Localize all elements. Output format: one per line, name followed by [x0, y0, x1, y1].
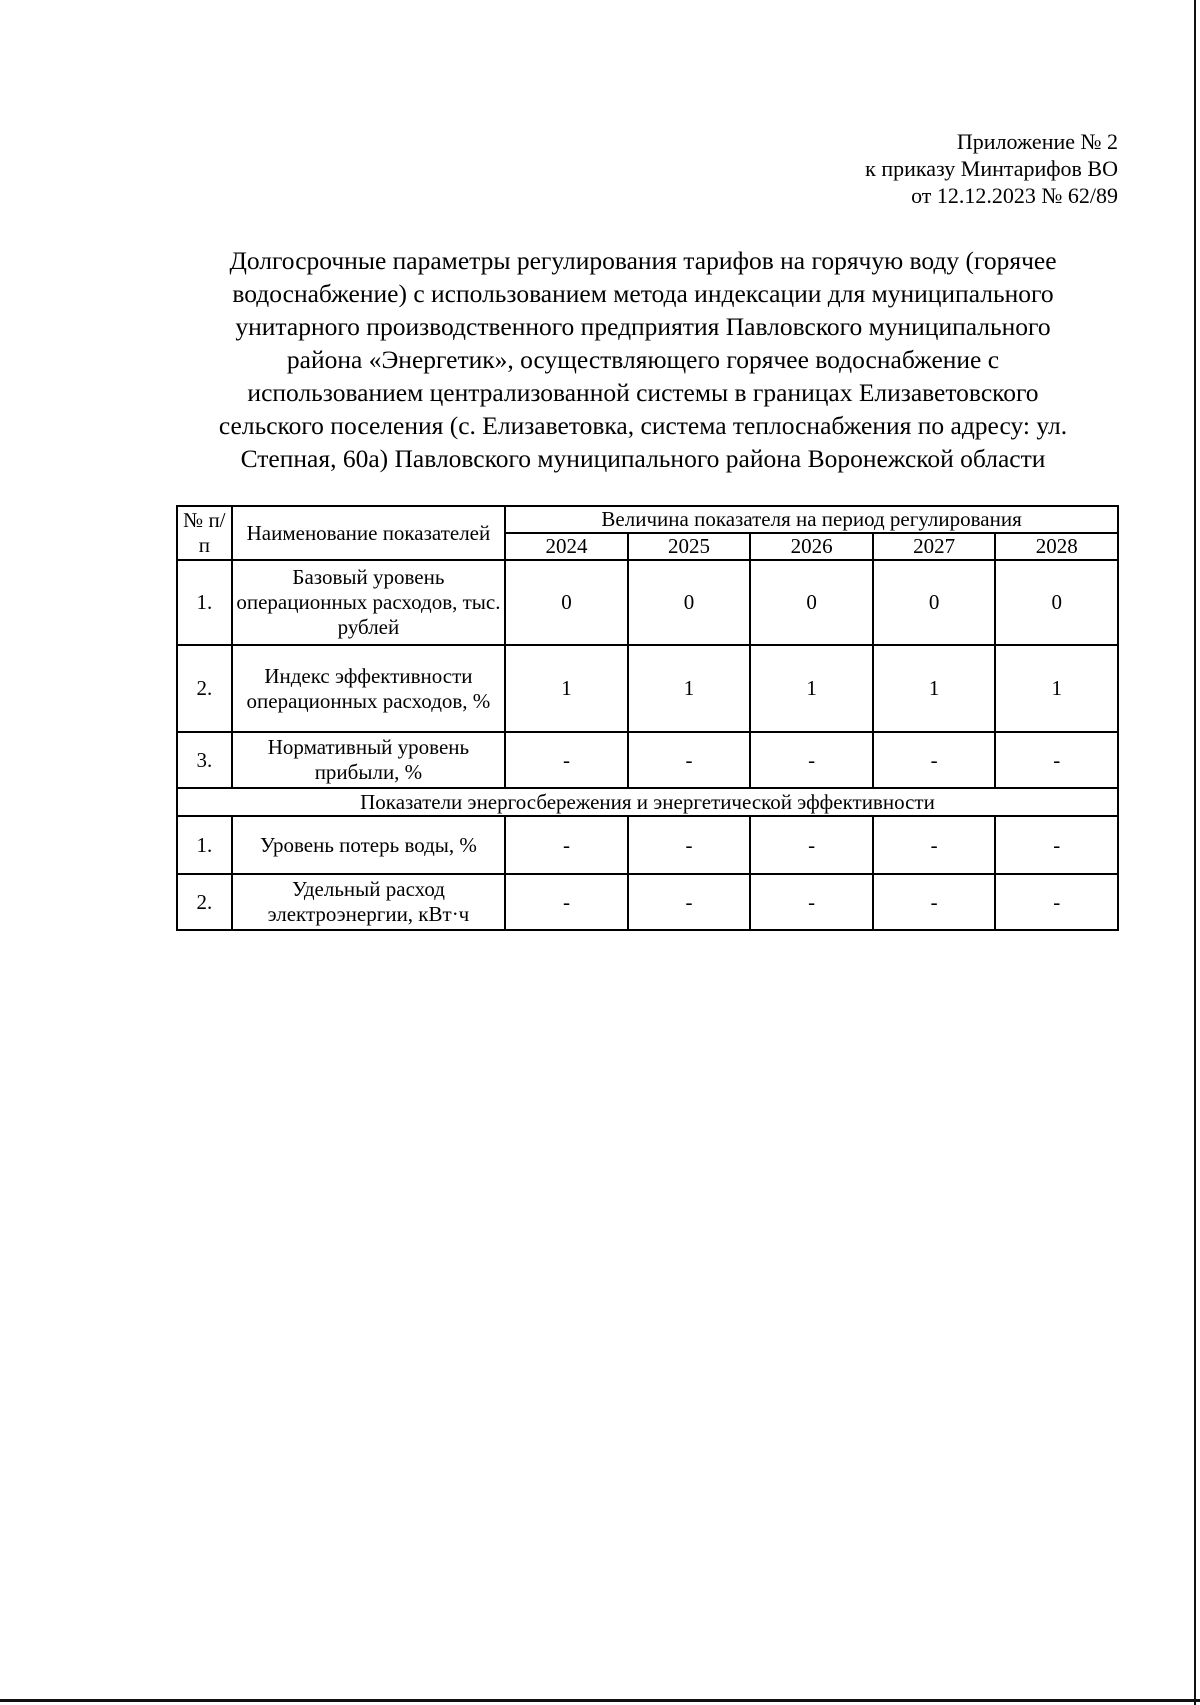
row-value: 1	[995, 645, 1118, 732]
table-row	[177, 874, 1118, 930]
row-value: -	[750, 816, 873, 874]
row-name: Удельный расход электроэнергии, кВт·ч	[232, 874, 505, 930]
section-header-row	[177, 788, 1118, 816]
row-value: -	[995, 874, 1118, 930]
year-header: 2026	[750, 533, 873, 560]
column-group-header: Величина показателя на период регулирования	[505, 506, 1118, 533]
title-line: унитарного производственного предприятия Павловского муниципального	[235, 312, 1051, 341]
scan-border-right	[1194, 0, 1196, 1705]
order-date-number: от 12.12.2023 № 62/89	[911, 183, 1118, 208]
row-value: 0	[995, 560, 1118, 645]
row-value: -	[628, 732, 751, 788]
row-number: 2.	[177, 645, 232, 732]
row-value: -	[873, 732, 996, 788]
row-value: -	[995, 816, 1118, 874]
row-value: 1	[750, 645, 873, 732]
title-line: водоснабжение) с использованием метода индексации для муниципального	[232, 279, 1054, 308]
title-line: Долгосрочные параметры регулирования тарифов на горячую воду (горячее	[229, 246, 1057, 275]
table-row	[177, 560, 1118, 645]
row-value: 0	[628, 560, 751, 645]
document-header	[865, 128, 1118, 209]
section-title: Показатели энергосбережения и энергетической эффективности	[177, 788, 1118, 816]
document-title	[160, 244, 1126, 475]
row-value: 0	[750, 560, 873, 645]
row-value: 0	[505, 560, 628, 645]
row-number: 3.	[177, 732, 232, 788]
row-number: 1.	[177, 816, 232, 874]
parameters-table	[176, 505, 1119, 931]
row-value: -	[750, 732, 873, 788]
row-number: 1.	[177, 560, 232, 645]
row-name: Базовый уровень операционных расходов, тыс. рублей	[232, 560, 505, 645]
row-value: -	[873, 874, 996, 930]
row-value: 1	[505, 645, 628, 732]
table-row	[177, 816, 1118, 874]
row-name: Уровень потерь воды, %	[232, 816, 505, 874]
row-name: Индекс эффективности операционных расходов, %	[232, 645, 505, 732]
row-value: -	[873, 816, 996, 874]
row-value: -	[750, 874, 873, 930]
year-header: 2028	[995, 533, 1118, 560]
row-value: -	[505, 874, 628, 930]
row-value: 0	[873, 560, 996, 645]
appendix-label: Приложение № 2	[956, 129, 1118, 154]
title-line: использованием централизованной системы в границах Елизаветовского	[247, 378, 1039, 407]
order-reference: к приказу Минтарифов ВО	[865, 156, 1118, 181]
row-value: -	[628, 816, 751, 874]
row-value: 1	[628, 645, 751, 732]
table-row	[177, 645, 1118, 732]
row-name: Нормативный уровень прибыли, %	[232, 732, 505, 788]
row-value: -	[505, 816, 628, 874]
scan-border-bottom	[0, 1699, 1200, 1702]
row-value: -	[995, 732, 1118, 788]
table-row	[177, 732, 1118, 788]
year-header: 2027	[873, 533, 996, 560]
row-value: -	[505, 732, 628, 788]
column-header-name: Наименование показателей	[232, 506, 505, 560]
column-header-number: № п/п	[177, 506, 232, 560]
title-line: сельского поселения (с. Елизаветовка, система теплоснабжения по адресу: ул.	[218, 411, 1068, 440]
title-line: района «Энергетик», осуществляющего горячее водоснабжение с	[286, 345, 1000, 374]
row-number: 2.	[177, 874, 232, 930]
row-value: 1	[873, 645, 996, 732]
year-header: 2025	[628, 533, 751, 560]
table-header-row	[177, 506, 1118, 533]
title-line: Степная, 60а) Павловского муниципального района Воронежской области	[240, 444, 1046, 473]
row-value: -	[628, 874, 751, 930]
year-header: 2024	[505, 533, 628, 560]
